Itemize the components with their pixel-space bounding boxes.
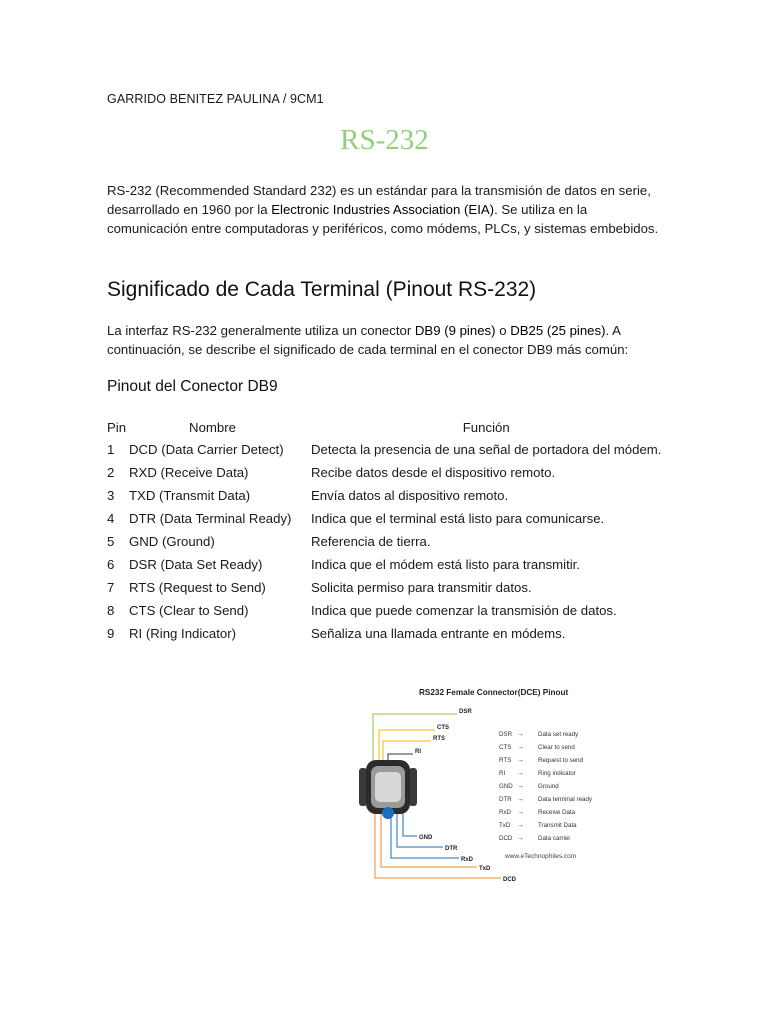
legend-description: Ground [538,783,559,790]
diagram-title: RS232 Female Connector(DCE) Pinout [419,688,569,697]
arrow-icon: → [517,731,524,738]
cell-funcion: Indica que puede comenzar la transmisión de datos. [311,603,617,618]
legend-description: Data set ready [538,731,579,738]
wire-label: DCD [503,877,516,883]
connector-paragraph [107,321,667,359]
table-header-row [107,420,661,442]
cell-funcion: Señaliza una llamada entrante en módems. [311,626,566,641]
section-heading: Significado de Cada Terminal (Pinout RS-232) [107,278,537,301]
intro-paragraph [107,181,667,239]
legend-description: Request to send [538,757,584,764]
legend-abbr: CTS [499,744,512,751]
para2-text-2: . A continuación, se describe el significado de cada terminal en el conector DB9 más común: [107,323,629,358]
wire-label: RxD [461,857,474,863]
wire-label: DTR [445,846,458,852]
rs232-pinout-diagram [353,680,592,885]
cell-nombre: TXD (Transmit Data) [129,488,251,503]
legend-abbr: TxD [499,822,511,829]
legend-abbr: GND [499,783,513,790]
cell-nombre: RXD (Receive Data) [129,465,249,480]
cell-pin: 5 [107,534,115,549]
para2-db9: DB9 (9 pines) [414,323,496,338]
legend-description: Data carrier [538,835,571,842]
arrow-icon: → [517,744,524,751]
cell-nombre: GND (Ground) [129,534,215,549]
subheading: Pinout del Conector DB9 [107,378,278,395]
arrow-icon: → [517,770,524,777]
cell-funcion: Indica que el terminal está listo para comunicarse. [311,511,605,526]
legend-abbr: RTS [499,757,512,764]
table-row [107,465,661,488]
intro-text-1: RS-232 (Recommended Standard 232) es un estándar para la transmisión de datos en serie, desarrollado en 1960 por la [107,183,651,218]
cell-nombre: RI (Ring Indicator) [129,626,237,641]
legend-description: Ring indicator [538,770,576,777]
wire-label: DSR [459,709,472,715]
legend-description: Data terminal ready [538,796,592,803]
header-funcion: Función [462,420,510,435]
arrow-icon: → [517,835,524,842]
cell-pin: 3 [107,488,115,503]
table-row [107,626,661,649]
para2-text-1: La interfaz RS-232 generalmente utiliza un conector [107,323,415,338]
cell-funcion: Envía datos al dispositivo remoto. [311,488,509,503]
cell-nombre: DCD (Data Carrier Detect) [129,442,284,457]
cell-pin: 7 [107,580,115,595]
cell-pin: 4 [107,511,115,526]
arrow-icon: → [517,796,524,803]
author-line: GARRIDO BENITEZ PAULINA / 9CM1 [107,92,324,106]
arrow-icon: → [517,757,524,764]
wire-label: RI [415,749,421,755]
diagram-credit: www.eTechnophiles.com [505,853,577,860]
arrow-icon: → [517,783,524,790]
cell-pin: 6 [107,557,115,572]
cell-nombre: CTS (Clear to Send) [129,603,249,618]
table-row [107,488,661,511]
cell-pin: 2 [107,465,115,480]
cell-nombre: DTR (Data Terminal Ready) [129,511,292,526]
intro-text-2: . Se utiliza en la comunicación entre computadoras y periféricos, como módems, PLCs, y sistemas embebidos. [107,202,659,237]
intro-eia: Electronic Industries Association (EIA) [271,202,495,218]
cell-funcion: Solicita permiso para transmitir datos. [311,580,532,595]
cell-nombre: RTS (Request to Send) [129,580,266,595]
cell-funcion: Referencia de tierra. [311,534,431,549]
cell-funcion: Detecta la presencia de una señal de portadora del módem. [311,442,662,457]
wire-line [397,808,443,847]
legend-abbr: DSR [499,731,513,738]
table-row [107,442,661,465]
arrow-icon: → [517,809,524,816]
legend-abbr: DCD [499,835,513,842]
cell-pin: 9 [107,626,115,641]
table-row [107,534,661,557]
arrow-icon: → [517,822,524,829]
legend-description: Clear to send [538,744,575,751]
legend-abbr: RI [499,770,506,777]
table-row [107,511,661,534]
wire-label: CTS [437,725,449,731]
cell-nombre: DSR (Data Set Ready) [129,557,263,572]
legend-abbr: RxD [499,809,512,816]
cell-pin: 1 [107,442,115,457]
wire-label: TxD [479,866,491,872]
table-row [107,557,661,580]
cell-funcion: Indica que el módem está listo para transmitir. [311,557,581,572]
para2-db25: DB25 (25 pines) [510,323,606,338]
db9-connector-image [359,760,417,819]
wire-label: GND [419,835,433,841]
cell-pin: 8 [107,603,115,618]
legend-abbr: DTR [499,796,512,803]
document-title: RS-232 [340,124,429,156]
cell-funcion: Recibe datos desde el dispositivo remoto. [311,465,556,480]
header-pin: Pin [107,420,127,435]
legend-description: Transmit Data [538,822,577,829]
table-row [107,603,661,626]
legend-description: Receive Data [538,809,576,816]
wire-label: RTS [433,736,445,742]
pinout-table [107,420,661,649]
header-nombre: Nombre [189,420,236,435]
para2-mid: o [495,323,511,338]
table-row [107,580,661,603]
